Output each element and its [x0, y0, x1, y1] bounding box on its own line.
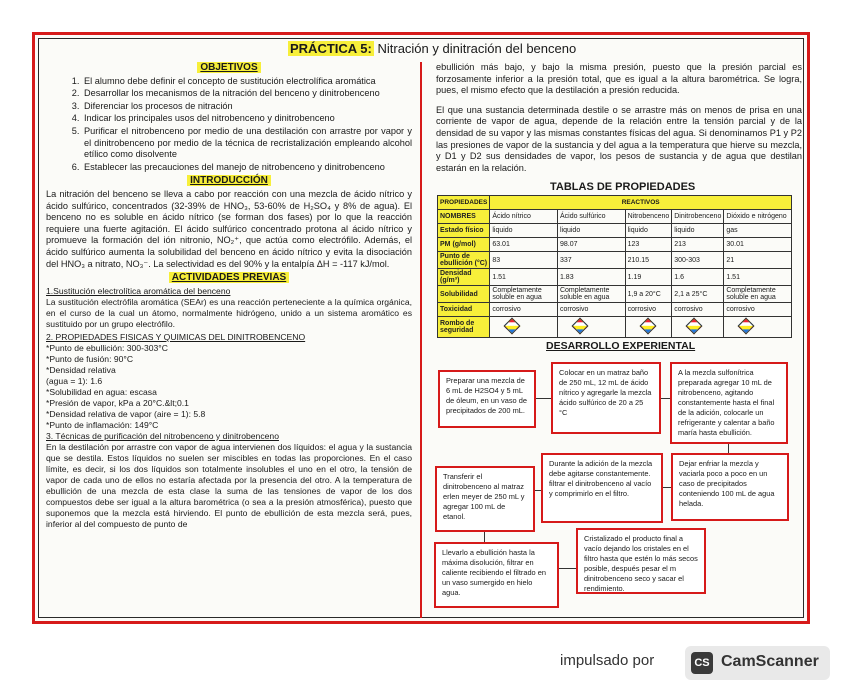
title-text: Nitración y dinitración del benceno [373, 41, 577, 56]
hazard-diamond-icon [639, 318, 656, 335]
table-row [438, 269, 792, 286]
table-cell: 30.01 [724, 238, 792, 252]
table-cell: 123 [625, 238, 672, 252]
table-cell [724, 317, 792, 338]
arrow-connector [661, 398, 670, 399]
prop-item: *Densidad relativa de vapor (aire = 1): 5.8 [46, 408, 206, 419]
table-cell: 1,9 a 20°C [625, 286, 672, 303]
camscanner-logo-icon: CS [691, 652, 713, 674]
s1-title: 1.Sustitución electrolítica aromática del benceno [46, 285, 231, 296]
table-cell: Ácido nítrico [490, 210, 558, 224]
table-cell: Ácido sulfúrico [557, 210, 625, 224]
prop-item: *Densidad relativa [46, 364, 116, 375]
hazard-diamond-icon [504, 318, 521, 335]
s3-title: 3. Técnicas de purificación del nitrobenceno y dinitrobenceno [46, 430, 279, 441]
row-label: Estado físico [438, 224, 490, 238]
previas-section [46, 286, 412, 530]
previas-heading: ACTIVIDADES PREVIAS [46, 272, 412, 284]
list-item: 3. Diferenciar los procesos de nitración [82, 101, 412, 113]
table-cell: Completamente soluble en agua [490, 286, 558, 303]
table-cell: liquido [490, 224, 558, 238]
row-label: PM (g/mol) [438, 238, 490, 252]
table-cell: Dinitrobenceno [672, 210, 724, 224]
flow-step-7: Llevarlo a ebullición hasta la máxima disolución, filtrar en caliente recibiendo el filtrado en un vaso sumergido en hielo agua. [434, 542, 559, 608]
arrow-connector [559, 568, 576, 569]
table-cell: gas [724, 224, 792, 238]
table-cell: 1.51 [724, 269, 792, 286]
table-title: TABLAS DE PROPIEDADES [550, 181, 696, 193]
camscanner-badge [685, 646, 830, 680]
table-row [438, 238, 792, 252]
hazard-diamond-icon [738, 318, 755, 335]
list-item: 2. Desarrollar los mecanismos de la nitración del benceno y dinitrobenceno [82, 88, 412, 100]
s1-text: La sustitución electrófila aromática (SEAr) es una reacción perteneciente a la química orgánica, en el curso de la cual un átomo, normalmente hidrógeno, unido a un sistema aromático es sustituido por un grupo electrófilo. [46, 296, 412, 329]
table-row [438, 317, 792, 338]
flow-step-2: Colocar en un matraz baño de 250 mL, 12 mL de ácido nítrico y agregarle la mezcla ácido sulfúrico de 20 a 25 °C [551, 362, 661, 434]
table-cell: 337 [557, 252, 625, 269]
table-cell [490, 317, 558, 338]
header-cell: PROPIEDADES [438, 196, 490, 210]
flow-step-8: Cristalizado el producto final a vacío dejando los cristales en el filtro hasta que estén lo más secos posible, después pesar el m dinitrobenceno seco y sacar el rendimiento. [576, 528, 706, 594]
table-cell: Nitrobenceno [625, 210, 672, 224]
table-cell: 98.07 [557, 238, 625, 252]
table-cell: corrosivo [625, 303, 672, 317]
intro-text: La nitración del benceno se lleva a cabo por reacción con una mezcla de ácido nítrico y ácido sulfúrico, concentrados (32-39% de HNO₃, 53-60% de H₂SO₄ y 8% de agua). El benceno no es soluble en ácido nítrico (se forman dos fases) por lo que la reacción requiere una fuerte agitación. El ácido sulfúrico concentrado protona al ácido nítrico y promueve la formación del ión nitronio, NO₂⁺, que actúa como electrófilo. Además, el ácido sulfúrico aumenta la solubilidad del benceno en ácido nítrico y evita la disociación del HNO₃ a nitrato, NO₃⁻. La selectividad es del 90% y la entalpía ΔH = -117 kJ/mol. [46, 188, 412, 269]
arrow-connector [663, 487, 671, 488]
hazard-diamond-icon [571, 318, 588, 335]
table-row [438, 252, 792, 269]
arrow-connector [728, 444, 729, 453]
s3-text: En la destilación por arrastre con vapor de agua intervienen dos líquidos: el agua y la sustancia que se destila. Estos líquidos no suelen ser miscibles en todas las proporciones. En el caso límite, es decir, si los dos líquidos son totalmente insolubles el uno en el otro, la tensión de vapor de cada uno de ellos no estaría afectada por la presencia del otro. A la temperatura de ebullición de una mezcla de esta clase la suma de las tensiones de vapor de los dos compuestos debe ser igual a la altura barométrica (o sea a la presión atmosférica), puesto que suponemos que la mezcla está hirviendo. El punto de ebullición de esta mezcla será, pues, inferior al del compuesto de punto de [46, 441, 412, 529]
table-cell: corrosivo [557, 303, 625, 317]
intro-heading: INTRODUCCIÓN [46, 175, 412, 187]
row-label: NOMBRES [438, 210, 490, 224]
arrow-connector [535, 490, 541, 491]
objetivos-heading: OBJETIVOS [46, 62, 412, 74]
right-column [436, 62, 802, 176]
table-cell: corrosivo [724, 303, 792, 317]
table-row [438, 210, 792, 224]
table-cell: 21 [724, 252, 792, 269]
flow-step-1: Preparar una mezcla de 6 mL de H2SO4 y 5 mL de óleum, en un vaso de precipitados de 200 mL. [438, 370, 536, 428]
table-cell: 1.19 [625, 269, 672, 286]
list-item: 5. Purificar el nitrobenceno por medio de una destilación con arrastre por vapor y el dinitrobenceno por medio de la técnica de recristalización empleando alcohol etílico como disolvente [82, 126, 412, 161]
table-cell: liquido [557, 224, 625, 238]
left-column [46, 60, 412, 532]
flow-step-3: A la mezcla sulfonítrica preparada agregar 10 mL de nitrobenceno, agitando constantemente hasta el final de la adición, colocarle un refrigerante y calentar a baño maría hasta ebullición. [670, 362, 788, 444]
prop-item: *Presión de vapor, kPa a 20°C.&lt;0.1 [46, 397, 189, 408]
hazard-diamond-icon [686, 318, 703, 335]
title-highlight: PRÁCTICA 5: [290, 41, 372, 56]
table-cell: 2,1 a 25°C [672, 286, 724, 303]
table-cell: Completamente soluble en agua [724, 286, 792, 303]
table-cell: 213 [672, 238, 724, 252]
header-cell: REACTIVOS [490, 196, 792, 210]
right-paragraph-2: El que una sustancia determinada destile o se arrastre más on menos de prisa en una corriente de vapor de agua, depende de la relación entre la tensión parcial y de la densidad de su vapor y las mismas constantes físicas del agua. Si denominamos P1 y P2 las presiones de vapor de la sustancia y del agua a la temperatura que hierve su mezcla, y D1 y D2 sus densidades de vapor, los pesos de sustancia y de agua que destilan estarán en la relación. [436, 104, 802, 173]
row-label: Punto de ebullición (°C) [438, 252, 490, 269]
table-cell: 83 [490, 252, 558, 269]
list-item: 1. El alumno debe definir el concepto de sustitución electrolífica aromática [82, 76, 412, 88]
prop-item: *Punto de fusión: 90°C [46, 353, 134, 364]
table-cell: corrosivo [490, 303, 558, 317]
table-cell: 63.01 [490, 238, 558, 252]
table-cell: liquido [625, 224, 672, 238]
row-label: Rombo de seguridad [438, 317, 490, 338]
right-paragraph-1: ebullición más bajo, y bajo la misma presión, puesto que la presión parcial es forzosamente inferior a la presión total, que es igual a la altura barométrica. Se logra, pues, el mismo efecto que la destilación a presión reducida. [436, 62, 802, 96]
table-header-row [438, 196, 792, 210]
s2-title: 2. PROPIEDADES FISICAS Y QUIMICAS DEL DINITROBENCENO [46, 331, 306, 342]
list-item: 4. Indicar los principales usos del nitrobenceno y dinitrobenceno [82, 113, 412, 125]
row-label: Solubilidad [438, 286, 490, 303]
table-row [438, 286, 792, 303]
arrow-connector [536, 398, 551, 399]
table-cell [557, 317, 625, 338]
page-title [288, 41, 576, 56]
properties-table [437, 195, 792, 338]
table-cell: 1.83 [557, 269, 625, 286]
prop-item: *Solubilidad en agua: escasa [46, 386, 157, 397]
prop-item: *Punto de ebullición: 300-303°C [46, 342, 168, 353]
table-cell: 300-303 [672, 252, 724, 269]
list-item: 6. Establecer las precauciones del manejo de nitrobenceno y dinitrobenceno [82, 162, 412, 174]
table-cell: liquido [672, 224, 724, 238]
table-cell: corrosivo [672, 303, 724, 317]
table-row [438, 224, 792, 238]
footer-text: impulsado por [560, 652, 655, 669]
row-label: Toxicidad [438, 303, 490, 317]
objetivos-list [46, 76, 412, 174]
table-cell: 1.51 [490, 269, 558, 286]
flow-step-5: Durante la adición de la mezcla debe agitarse constantemente. filtrar el dinitrobenceno al vacío y comprimirlo en el filtro. [541, 453, 663, 523]
desarrollo-heading: DESARROLLO EXPERIENTAL [546, 340, 696, 352]
camscanner-brand: CamScanner [721, 653, 819, 670]
table-cell [625, 317, 672, 338]
flow-step-6: Dejar enfriar la mezcla y vaciarla poco a poco en un caso de precipitados conteniendo 100 mL de agua helada. [671, 453, 789, 521]
prop-item: (agua = 1): 1.6 [46, 375, 103, 386]
table-cell: Dióxido e nitrógeno [724, 210, 792, 224]
table-cell [672, 317, 724, 338]
table-row [438, 303, 792, 317]
table-cell: 210.15 [625, 252, 672, 269]
table-cell: 1.6 [672, 269, 724, 286]
row-label: Densidad (g/m³) [438, 269, 490, 286]
arrow-connector [484, 532, 485, 542]
flow-step-4: Transferir el dinitrobenceno al matraz erlen meyer de 250 mL y agregar 100 mL de etanol. [435, 466, 535, 532]
prop-item: *Punto de inflamación: 149°C [46, 419, 159, 430]
table-cell: Completamente soluble en agua [557, 286, 625, 303]
column-divider [420, 62, 422, 618]
